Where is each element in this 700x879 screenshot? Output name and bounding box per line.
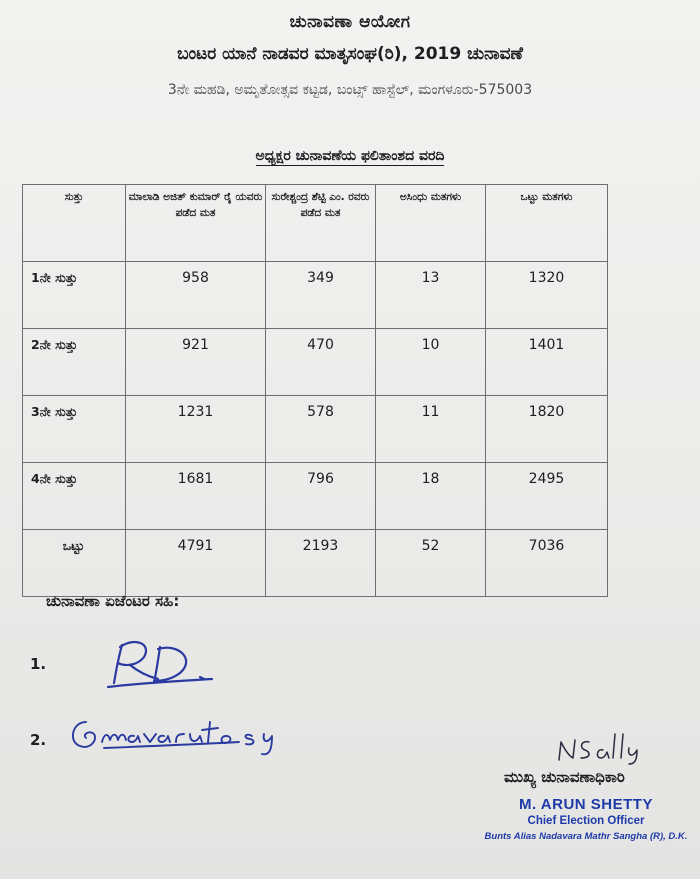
candidate-2-votes: 578 [266,396,376,463]
stamp-organization: Bunts Alias Nadavara Mathr Sangha (R), D.K. [484,831,688,842]
round-cell: 2ನೇ ಸುತ್ತು [23,329,126,396]
candidate-1-votes: 958 [126,262,266,329]
candidate-1-total: 4791 [126,530,266,597]
candidate-2-votes: 470 [266,329,376,396]
report-title: ಅಧ್ಯಕ್ಷರ ಚುನಾವಣೆಯ ಫಲಿತಾಂಶದ ವರದಿ [255,148,445,164]
column-header-candidate-1: ಮಾಲಾಡಿ ಅಜಿತ್ ಕುಮಾರ್ ರೈ ಯವರು ಪಡೆದ ಮತ [126,185,266,262]
candidate-1-votes: 1231 [126,396,266,463]
round-cell: 3ನೇ ಸುತ್ತು [23,396,126,463]
invalid-total: 52 [376,530,486,597]
column-header-total: ಒಟ್ಟು ಮತಗಳು [486,185,608,262]
header-commission: ಚುನಾವಣಾ ಆಯೋಗ [289,12,411,32]
total-votes: 2495 [486,463,608,530]
table-row [23,396,608,463]
agent-1-signature [100,633,220,693]
candidate-2-total: 2193 [266,530,376,597]
officer-stamp [476,796,696,842]
round-cell: 1ನೇ ಸುತ್ತು [23,262,126,329]
table-header-row [23,185,608,262]
round-cell: 4ನೇ ಸುತ್ತು [23,463,126,530]
invalid-votes: 13 [376,262,486,329]
total-votes: 1820 [486,396,608,463]
header-address: 3ನೇ ಮಹಡಿ, ಅಮೃತೋತ್ಸವ ಕಟ್ಟಡ, ಬಂಟ್ಸ್ ಹಾಸ್ಟೆಲ್, ಮಂಗಳೂರು-575003 [167,82,533,98]
stamp-officer-role: Chief Election Officer [527,815,645,827]
candidate-1-votes: 1681 [126,463,266,530]
candidate-1-votes: 921 [126,329,266,396]
total-votes: 1401 [486,329,608,396]
totals-row [23,530,608,597]
column-header-round: ಸುತ್ತು [23,185,126,262]
candidate-2-votes: 796 [266,463,376,530]
agents-signature-label: ಚುನಾವಣಾ ಏಜೆಂಟರ ಸಹಿ: [46,592,180,610]
total-votes: 1320 [486,262,608,329]
results-table [22,184,608,597]
grand-total: 7036 [486,530,608,597]
column-header-invalid: ಅಸಿಂಧು ಮತಗಳು [376,185,486,262]
column-header-candidate-2: ಸುರೇಶ್ಚಂದ್ರ ಶೆಟ್ಟಿ ಎಂ. ರವರು ಪಡೆದ ಮತ [266,185,376,262]
invalid-votes: 11 [376,396,486,463]
officer-signature [555,730,645,765]
chief-election-officer-title: ಮುಖ್ಯ ಚುನಾವಣಾಧಿಕಾರಿ [504,768,625,786]
agent-number-2: 2. [30,731,47,749]
invalid-votes: 10 [376,329,486,396]
invalid-votes: 18 [376,463,486,530]
table-row [23,262,608,329]
header-election-title: ಬಂಟರ ಯಾನೆ ನಾಡವರ ಮಾತೃಸಂಘ(ರಿ), 2019 ಚುನಾವಣೆ [177,44,523,64]
agent-number-1: 1. [30,655,47,673]
totals-label: ಒಟ್ಟು [23,530,126,597]
table-row [23,329,608,396]
stamp-officer-name: M. ARUN SHETTY [519,796,653,813]
candidate-2-votes: 349 [266,262,376,329]
table-row [23,463,608,530]
agent-2-signature [64,708,294,758]
